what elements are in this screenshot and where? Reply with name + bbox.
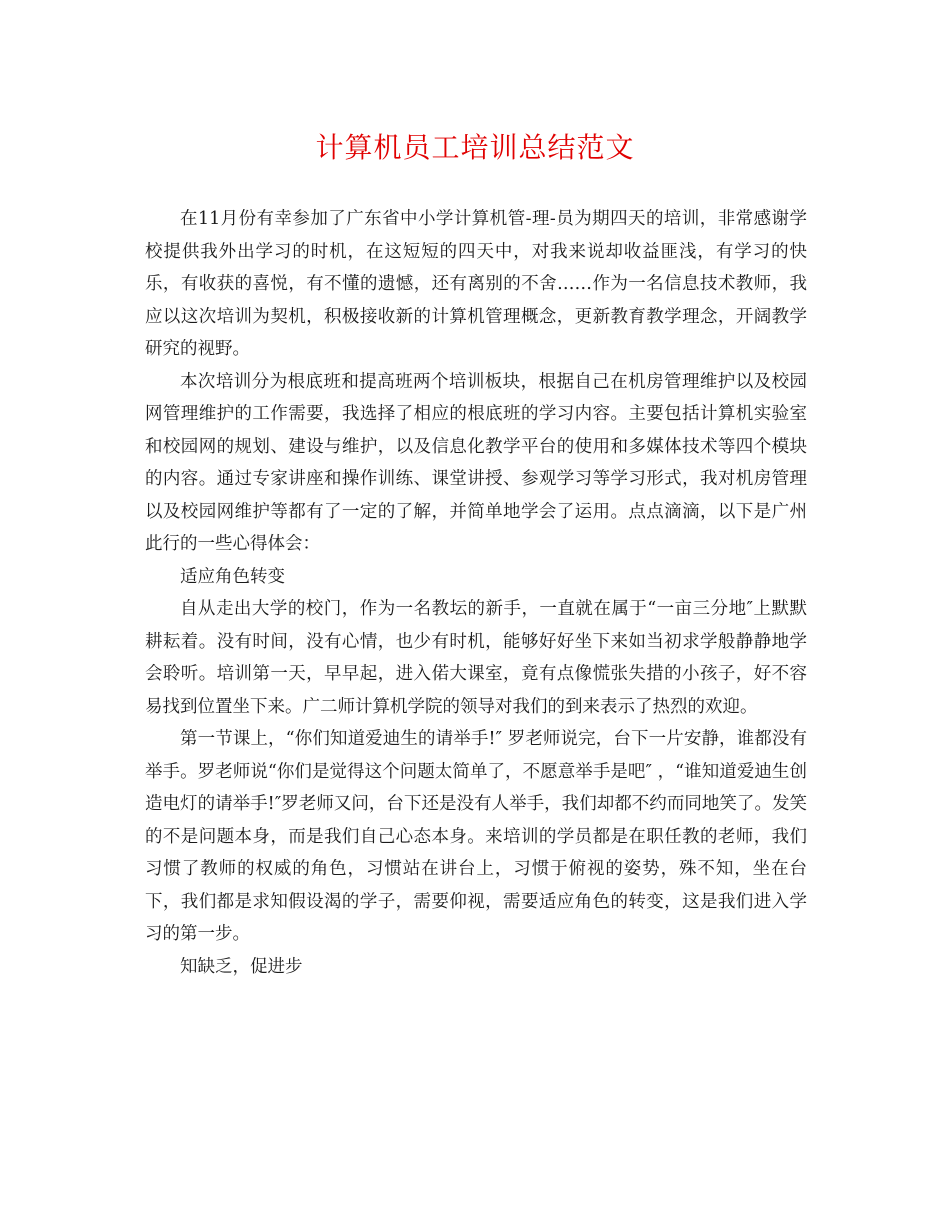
section-heading-role-change: 适应角色转变	[180, 566, 285, 587]
document-body	[145, 203, 807, 983]
paragraph-overview: 本次培训分为根底班和提高班两个培训板块，根据自己在机房管理维护以及校园网管理维护的工作需要，我选择了相应的根底班的学习内容。主要包括计算机实验室和校园网的规划、建设与维护，以及信息化教学平台的使用和多媒体技术等四个模块的内容。通过专家讲座和操作训练、课堂讲授、参观学习等学习形式，我对机房管理以及校园网维护等都有了一定的了解，并简单地学会了运用。点点滴滴，以下是广州此行的一些心得体会：	[145, 371, 807, 554]
section-heading-progress: 知缺乏，促进步	[180, 956, 303, 977]
paragraph-intro: 在11月份有幸参加了广东省中小学计算机管-理-员为期四天的培训，非常感谢学校提供我外出学习的时机，在这短短的四天中，对我来说却收益匪浅，有学习的快乐，有收获的喜悦，有不懂的遗憾，还有离别的不舍……作为一名信息技术教师，我应以这次培训为契机，积极接收新的计算机管理概念，更新教育教学理念，开阔教学研究的视野。	[145, 209, 807, 359]
document-title: 计算机员工培训总结范文	[315, 131, 635, 164]
paragraph-first-day: 自从走出大学的校门，作为一名教坛的新手，一直就在属于“一亩三分地″上默默耕耘着。没有时间，没有心情，也少有时机，能够好好坐下来如当初求学般静静地学会聆听。培训第一天，早早起，进入偌大课室，竟有点像慌张失措的小孩子，好不容易找到位置坐下来。广二师计算机学院的领导对我们的到来表示了热烈的欢迎。	[145, 599, 807, 717]
paragraph-first-lesson: 第一节课上，“你们知道爱迪生的请举手!″ 罗老师说完，台下一片安静，谁都没有举手。罗老师说“你们是觉得这个问题太简单了，不愿意举手是吧″ ，“谁知道爱迪生创造电灯的请举手!″罗老师又问，台下还是没有人举手，我们却都不约而同地笑了。发笑的不是问题本身，而是我们自己心态本身。来培训的学员都是在职任教的老师，我们习惯了教师的权威的角色，习惯站在讲台上，习惯于俯视的姿势，殊不知，坐在台下，我们都是求知假设渴的学子，需要仰视，需要适应角色的转变，这是我们进入学习的第一步。	[145, 729, 807, 944]
